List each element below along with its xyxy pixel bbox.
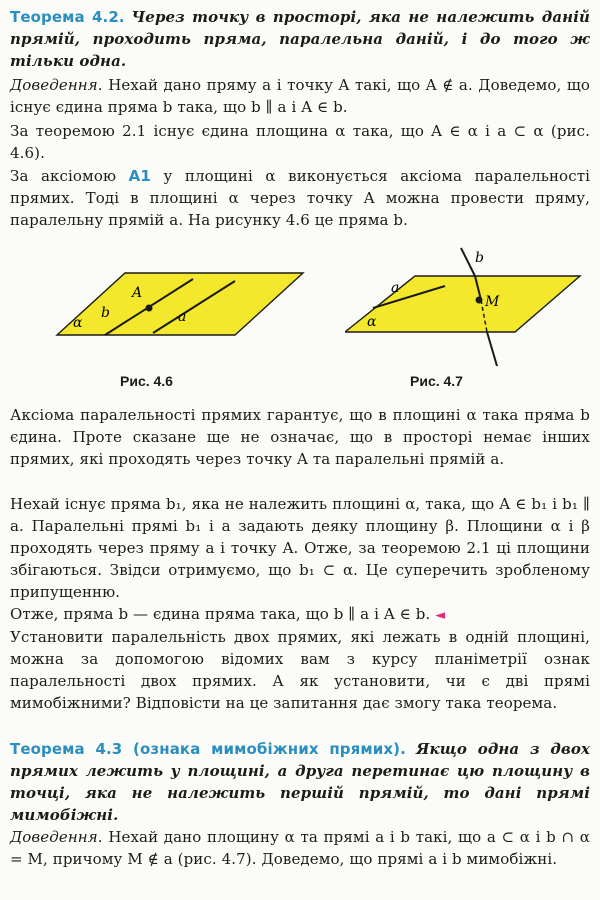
paragraph-conclusion [10, 603, 590, 627]
paragraph-contradiction: Нехай існує пряма b₁, яка не належить площині α, така, що A ∈ b₁ і b₁ ∥ a. Паралельні прямі b₁ і a задають деяку площину β. Площини α і β проходять через пряму a і точку A. Отже, за теоремою 2.1 ці площини збігаються. Звідси отримуємо, що b₁ ⊂ α. Це суперечить зробленому припущенню. [10, 495, 590, 601]
figure-4-6-caption: Рис. 4.6 [120, 373, 173, 389]
proof-1 [10, 74, 590, 118]
axiom-reference-link[interactable]: A1 [128, 167, 151, 185]
figure-4-6 [55, 255, 305, 345]
theorem-4-2-title: Теорема 4.2. [10, 8, 125, 26]
proof-label: Доведення. [10, 828, 103, 846]
plane-alpha-shape [57, 273, 303, 335]
theorem-4-2 [10, 6, 590, 72]
proof-2-text: Нехай дано площину α та прямі a і b такі, що a ⊂ α і b ∩ α = M, причому M ∉ a (рис. 4.7). Доведемо, що прямі a і b мимобіжні. [10, 828, 590, 868]
theorem-4-2-statement: Через точку в просторі, яка не належить даній прямій, проходить пряма, паралельна даній, і до того ж тільки одна. [10, 8, 590, 70]
conclusion-text: Отже, пряма b — єдина пряма така, що b ∥ a і A ∈ b. [10, 605, 431, 623]
label-b: b [101, 305, 110, 321]
line-b-upper [461, 248, 475, 276]
paragraph-theorem-2-1: За теоремою 2.1 існує єдина площина α така, що A ∈ α і a ⊂ α (рис. 4.6). [10, 122, 590, 162]
paragraph-skew-intro: Установити паралельність двох прямих, які лежать в одній площині, можна за допомогою відомих вам з курсу планіметрії ознак паралельності двох прямих. А як установити, чи є дві прямі мимобіжними? Відповісти на це запитання дає змогу така теорема. [10, 628, 590, 712]
paragraph-axiom [10, 165, 590, 231]
line-b-lower [487, 332, 497, 366]
label-b: b [475, 250, 484, 266]
label-A: A [132, 285, 143, 301]
point-M [476, 297, 483, 304]
proof-label: Доведення. [10, 76, 103, 94]
label-alpha: α [367, 314, 377, 330]
axiom-text-before: За аксіомою [10, 167, 117, 185]
label-a: a [391, 280, 400, 296]
label-M: M [485, 294, 500, 310]
qed-marker-icon: ◄ [435, 608, 446, 623]
proof-1-text: Нехай дано пряму a і точку A такі, що A ∉ a. Доведемо, що існує єдина пряма b така, що b ∥ a і A ∈ b. [10, 76, 591, 116]
paragraph-uniqueness: Аксіома паралельності прямих гарантує, що в площині α така пряма b єдина. Проте сказане ще не означає, що в просторі немає інших прямих, які проходять через точку A та паралельні прямій a. [10, 406, 590, 468]
figure-4-7-caption: Рис. 4.7 [410, 373, 463, 389]
theorem-4-3-title: Теорема 4.3 (ознака мимобіжних прямих). [10, 740, 406, 758]
proof-2 [10, 826, 590, 870]
point-A [146, 305, 153, 312]
label-alpha: α [73, 315, 83, 331]
axiom-text-after: у площині α виконується аксіома паралельності прямих. Тоді в площині α через точку A можна провести пряму, паралельну прямій a. На рисунку 4.6 це пряма b. [10, 167, 590, 229]
plane-alpha-shape [345, 276, 580, 332]
theorem-4-3-statement: Якщо одна з двох прямих лежить у площині, а друга перетинає цю площину в точці, яка не належить першій прямій, то дані прямі мимобіжні. [10, 740, 590, 824]
label-a: a [178, 309, 187, 325]
theorem-4-3 [10, 738, 590, 826]
figure-4-7 [345, 240, 585, 370]
